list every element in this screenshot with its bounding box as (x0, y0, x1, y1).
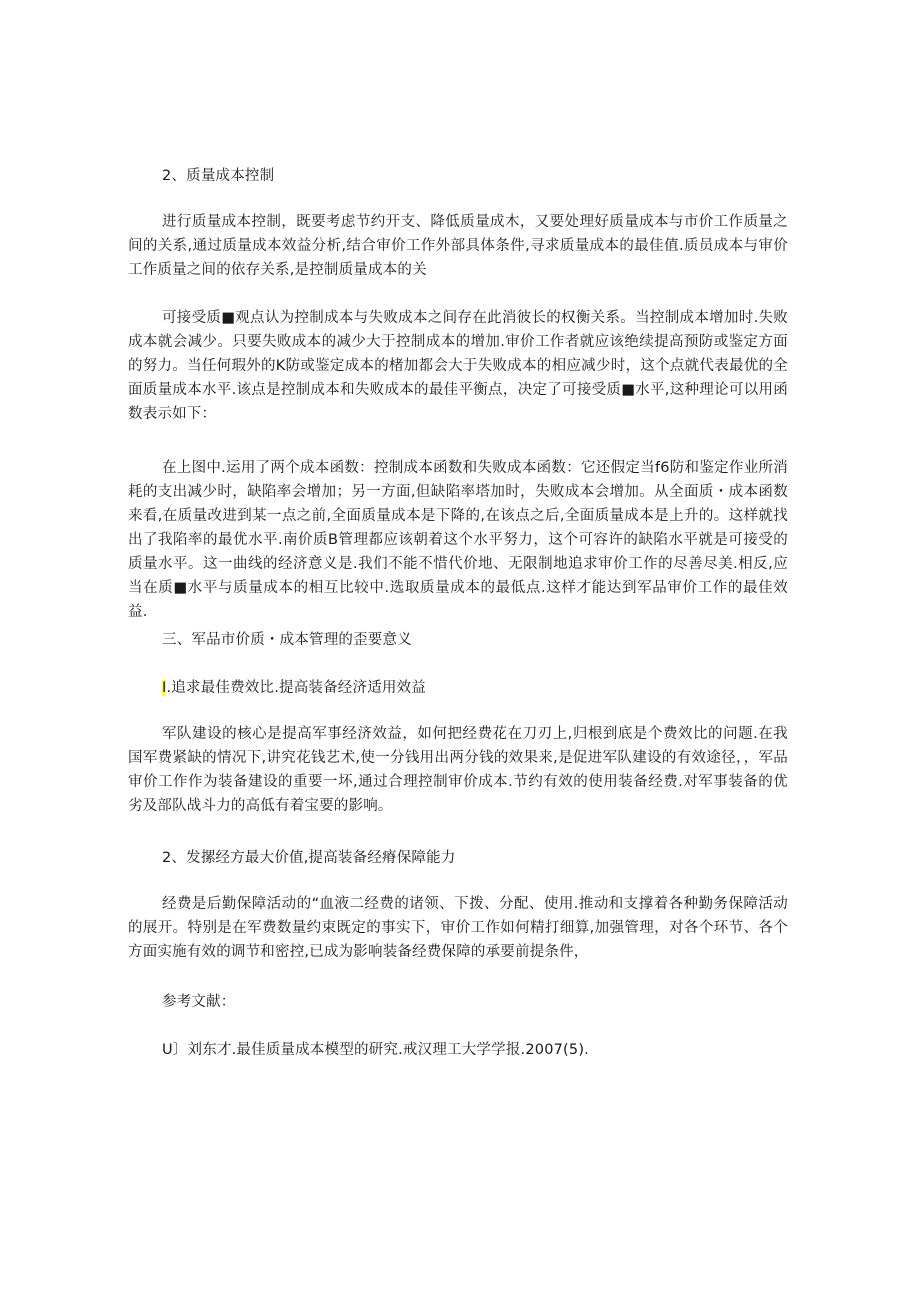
highlighted-marker: I (162, 680, 167, 696)
paragraph-acceptable-quality: 可接受质■观点认为控制成本与失败成本之间存在此消彼长的权衡关系。当控制成本增加时.失败成本就会减少。只要失败成本的减少大于控制成本的增加.审价工作者就应该绝续提高预防或鉴定方面的努力。当任何瑕外的K防或鉴定成本的楮加都会大于失败成本的相应减少时，这个点就代表最优的全面质量成本水平.该点是控制成本和失败成本的最佳平衡点，决定了可接受质■水平,这种理论可以用函数表示如下： (128, 310, 788, 422)
paragraph-military-economy: 军队建设的核心是提高军事经济效益，如何把经费花在刀刃上,归根到底是个费效比的问题.在我国军费紧缺的情况下,讲究花钱艺术,使一分钱用出两分钱的效果来,是促进军队建设的有效途径，，军品审价工作作为装备建设的重要一坏,通过合理控制审价成本.节约有效的使用装备经费.对军事装备的优劣及部队战斗力的高低有着宝要的影响。 (128, 726, 788, 814)
references-heading: 参考文献： (162, 994, 236, 1010)
section-3-heading: 三、军品市价质・成本管理的歪要意义 (162, 632, 412, 648)
subsection-1-text: .追求最佳费效比.提高装备经济适用效益 (166, 680, 427, 696)
paragraph-cost-functions: 在上图中.运用了两个成本函数：控制成本函数和失败成本函数：它还假定当f6防和鉴定作业所消耗的支出减少时，缺陷率会增加；另一方面,但缺陷率塔加时，失败成本会增加。从全面质・成本函数来看,在质量改进到某一点之前,全面质量成本是下降的,在该点之后,全面质量成本是上升的。这样就找出了我陷率的最优水平.南价质B管理都应该朝着这个水平努力，这个可容许的缺陷水平就是可接受的质量水平。这一曲线的经济意义是.我们不能不惜代价地、无限制地追求审价工作的尽善尽美.相反,应当在质■水平与质量成本的相互比较中.选取质量成本的最低点.这样才能达到军品审价工作的最佳效益. (128, 460, 788, 620)
reference-item-1: U〕刘东才.最佳质量成本模型的研究.戒汉理工大学学报.2007(5). (162, 1042, 589, 1058)
paragraph-quality-cost-control: 进行质量成本控制，既要考虑节约开支、降低质量成木，又要处理好质量成本与市价工作质量之间的关系,通过质量成本效益分析,结合审价工作外部具体条件,寻求质量成本的最佳值.质员成本与审价工作质量之间的依存关系,是控制质量成本的关 (128, 214, 788, 278)
section-2-heading: 2、质量成本控制 (162, 168, 275, 184)
subsection-2-heading: 2、发摞经方最大价值,提高装备经瘠保障能力 (162, 850, 456, 866)
subsection-1-heading (162, 676, 782, 700)
paragraph-funding: 经费是后勤保障活动的“血液二经费的诸领、下拨、分配、使用.推动和支撑着各种勤务保障活动的展开。特别是在军费数量约束既定的事实下，审价工作如何精打细算,加强管理，对各个环节、各个方面实施有效的调节和密控,已成为影响装备经费保障的承要前提条件， (128, 896, 788, 960)
